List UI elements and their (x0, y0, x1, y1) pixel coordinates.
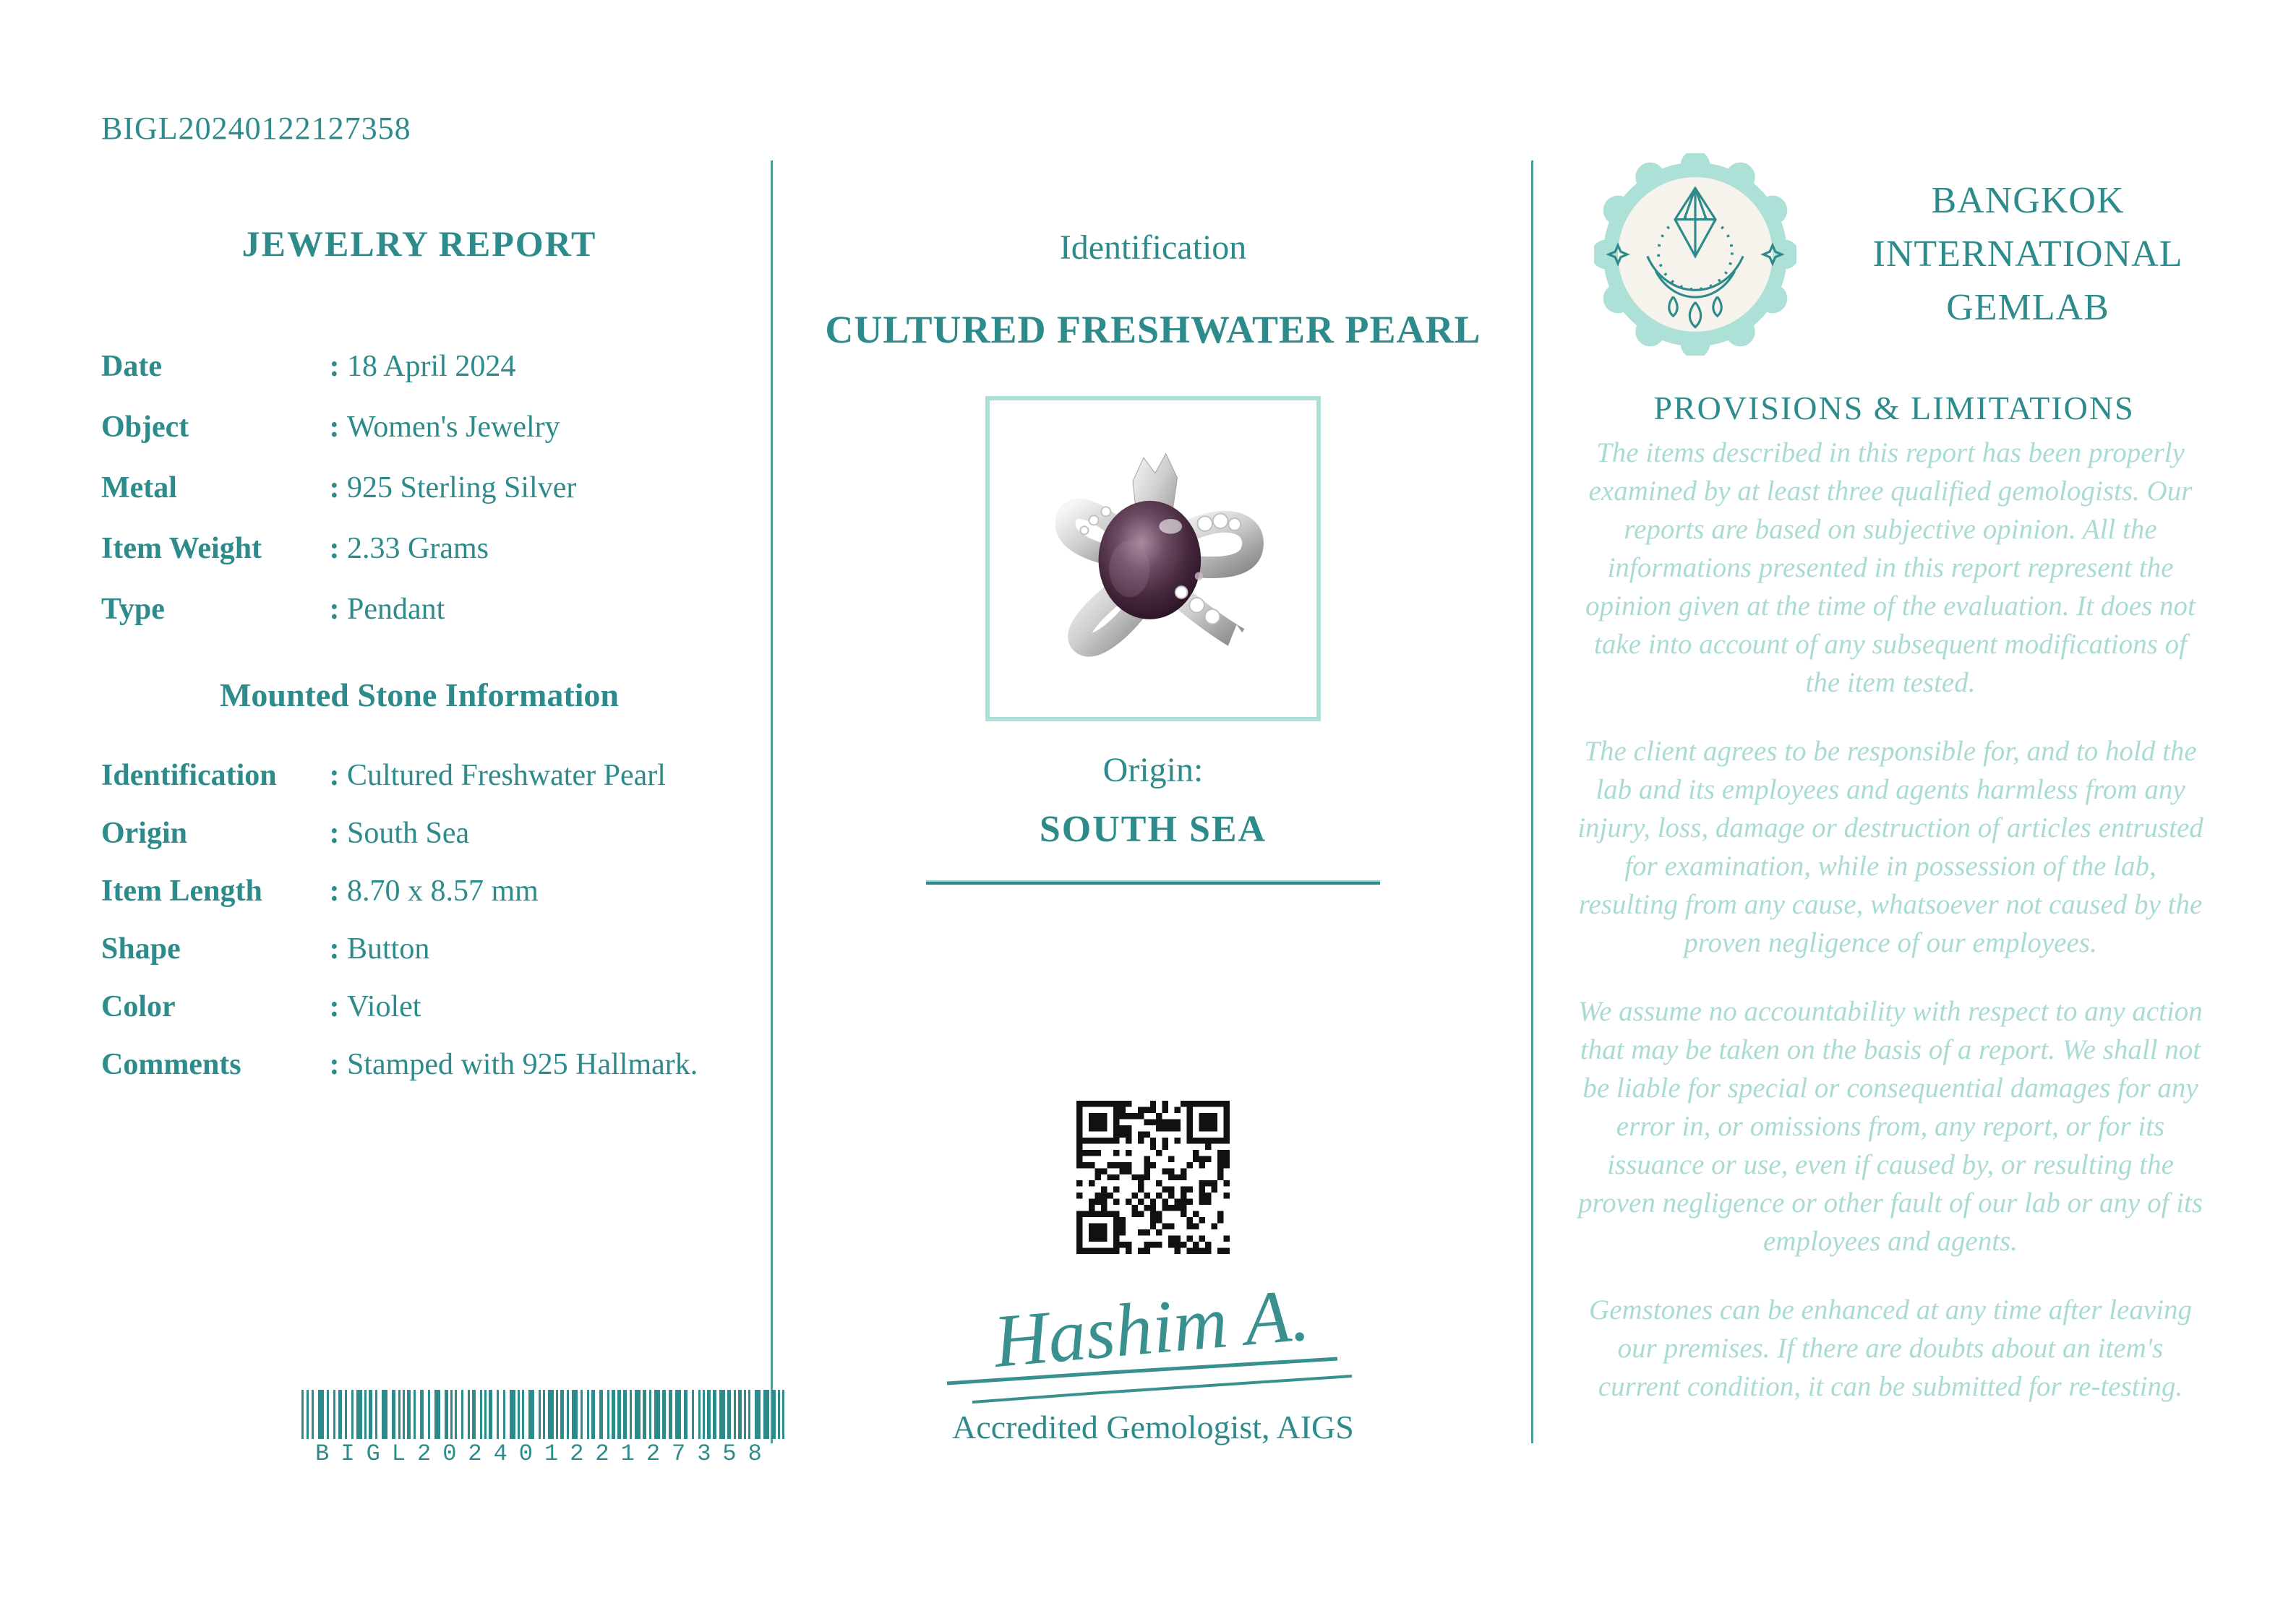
barcode-icon (300, 1390, 789, 1439)
lab-header (1594, 153, 2234, 356)
origin-underline (926, 880, 1380, 885)
pearl-pendant-photo (1001, 411, 1305, 707)
field-value: 2.33 Grams (347, 532, 489, 565)
field-value: 925 Sterling Silver (347, 471, 577, 504)
report-details-column (101, 0, 774, 1624)
signature-name: Hashim A. (990, 1273, 1313, 1383)
lab-name-line-1: BANGKOK (1931, 180, 2125, 221)
field-row-comments (101, 1036, 737, 1094)
field-row-item-length (101, 862, 737, 920)
provisions-paragraph-3: We assume no accountability with respect to any action that may be taken on the basis of a report. We shall not be liable for special or consequential damages for any error in, or omissions from, any report, or for its issuance or use, even if caused by, or resulting the proven negligence or other fault of our lab or any of its employees and agents. (1577, 996, 2203, 1257)
field-label: Item Weight (101, 532, 262, 565)
field-label: Object (101, 411, 189, 444)
field-value: 18 April 2024 (347, 350, 516, 383)
field-colon: : (329, 411, 340, 444)
field-row-identification (101, 747, 737, 804)
field-colon: : (329, 759, 340, 792)
field-value: South Sea (347, 817, 470, 850)
field-colon: : (329, 990, 340, 1023)
provisions-paragraph-2: The client agrees to be responsible for, and to hold the lab and its employees and agents harmless from any injury, loss, damage or destruction of articles entrusted for examination, while in possession of the lab, resulting from any cause, whatsoever not caused by the proven negligence of our employees. (1577, 736, 2203, 958)
field-value: Violet (347, 990, 421, 1023)
qr-code (1076, 1101, 1230, 1254)
item-fields (101, 336, 737, 640)
field-colon: : (329, 350, 340, 383)
field-label: Type (101, 593, 165, 626)
field-label: Shape (101, 932, 181, 966)
field-value: Women's Jewelry (347, 411, 560, 444)
field-value: Stamped with 925 Hallmark. (347, 1048, 698, 1081)
field-row-color (101, 978, 737, 1036)
provisions-paragraph-4: Gemstones can be enhanced at any time after leaving our premises. If there are doubts about an item's current condition, it can be submitted for re-testing. (1589, 1294, 2192, 1402)
provisions-paragraph-1: The items described in this report has been properly examined by at least three qualified gemologists. Our reports are based on subjective opinion. All the informations presented in this report represent the opinion given at the time of the evaluation. It does not take into account of any subsequent modifications of the item tested. (1585, 437, 2196, 698)
signer-title: Accredited Gemologist, AIGS (952, 1409, 1354, 1445)
lab-name-line-3: GEMLAB (1946, 287, 2109, 328)
field-row-date (101, 336, 737, 397)
field-colon: : (329, 532, 340, 565)
gemologist-signature (922, 1273, 1384, 1418)
field-row-origin (101, 804, 737, 862)
field-value: 8.70 x 8.57 mm (347, 875, 539, 908)
field-colon: : (329, 875, 340, 908)
column-divider-right (1531, 160, 1533, 1443)
stone-section-title: Mounted Stone Information (219, 676, 620, 713)
field-row-type (101, 579, 737, 640)
field-row-shape (101, 920, 737, 978)
field-colon: : (329, 817, 340, 850)
report-barcode (300, 1390, 789, 1467)
lab-name-line-2: INTERNATIONAL (1872, 233, 2183, 275)
field-value: Button (347, 932, 430, 966)
barcode-text: BIGL20240122127358 (315, 1440, 774, 1467)
field-row-metal (101, 457, 737, 518)
lab-column (1554, 0, 2234, 1624)
identification-column (788, 0, 1518, 1624)
page-title: JEWELRY REPORT (241, 223, 597, 264)
field-value: Pendant (347, 593, 445, 626)
origin-label: Origin: (1102, 751, 1204, 789)
origin-value: SOUTH SEA (1039, 809, 1267, 850)
field-row-item-weight (101, 518, 737, 579)
field-value: Cultured Freshwater Pearl (347, 759, 666, 792)
field-colon: : (329, 1048, 340, 1081)
column-divider-left (771, 160, 773, 1443)
lab-name (1822, 174, 2234, 335)
field-colon: : (329, 471, 340, 504)
field-label: Comments (101, 1048, 241, 1081)
field-label: Metal (101, 471, 177, 504)
field-label: Origin (101, 817, 188, 850)
identification-heading: Identification (1059, 228, 1247, 267)
field-row-object (101, 397, 737, 457)
stone-fields (101, 747, 737, 1094)
identification-result: CULTURED FRESHWATER PEARL (825, 308, 1481, 351)
field-colon: : (329, 932, 340, 966)
field-label: Color (101, 990, 176, 1023)
provisions-title: PROVISIONS & LIMITATIONS (1653, 390, 2135, 426)
qr-code-icon (1076, 1101, 1230, 1254)
provisions-body (1576, 434, 2205, 1436)
field-label: Date (101, 350, 162, 383)
field-label: Identification (101, 759, 277, 792)
field-colon: : (329, 593, 340, 626)
report-number: BIGL20240122127358 (101, 111, 411, 146)
jewelry-photo-frame (985, 396, 1321, 721)
field-label: Item Length (101, 875, 262, 908)
gemlab-logo-icon (1594, 153, 1796, 356)
